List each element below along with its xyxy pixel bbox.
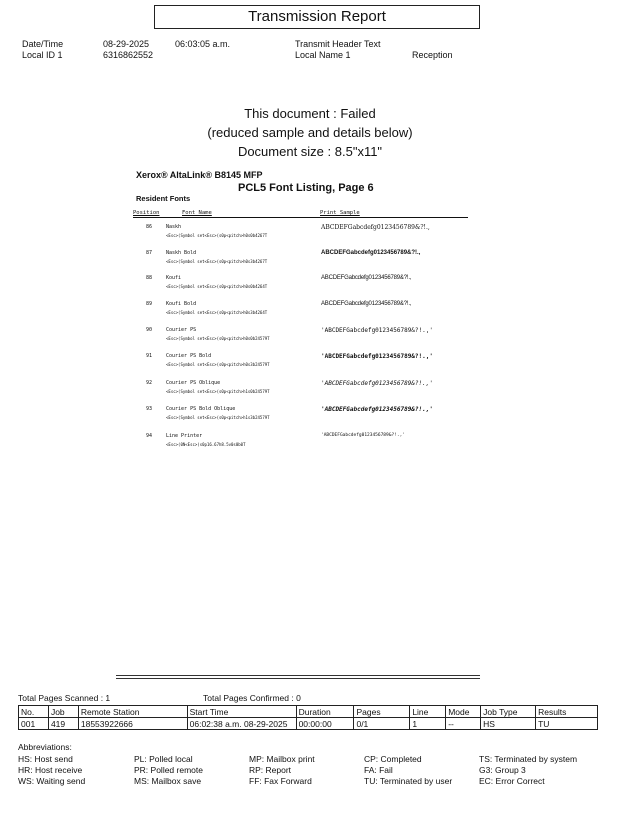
document-size: Document size : 8.5"x11": [237, 144, 383, 159]
abbr-rp: RP: Report: [249, 765, 292, 775]
time-value: 06:03:05 a.m.: [175, 39, 231, 49]
col-header-pages: Pages: [354, 706, 410, 718]
font-position: 86: [146, 224, 153, 230]
font-command: <Esc>(Symbol set<Esc>(s0p<pitch>h0s3b4264T: [166, 310, 268, 315]
font-command: <Esc>(Symbol set<Esc>(s0p<pitch>h1s0b24579T: [166, 389, 270, 394]
font-name: Koufi: [166, 275, 182, 281]
abbr-pl: PL: Polled local: [134, 754, 193, 764]
report-title: Transmission Report: [154, 5, 480, 29]
font-name: Courier PS Oblique: [166, 380, 221, 386]
cell-mode: --: [446, 718, 481, 730]
cell-start-time: 06:02:38 a.m. 08-29-2025: [187, 718, 296, 730]
font-listing-title: PCL5 Font Listing, Page 6: [238, 182, 374, 194]
abbr-hs: HS: Host send: [18, 754, 73, 764]
total-pages-confirmed: Total Pages Confirmed : 0: [203, 693, 301, 703]
cell-results: TU: [536, 718, 598, 730]
font-row: [146, 224, 476, 248]
abbr-ws: WS: Waiting send: [18, 776, 86, 786]
local-id-label: Local ID 1: [22, 50, 63, 60]
font-command: <Esc>(Symbol set<Esc>(s0p<pitch>h1s3b24579T: [166, 415, 270, 420]
abbr-ms: MS: Mailbox save: [134, 776, 202, 786]
abbr-ec: EC: Error Correct: [479, 776, 545, 786]
font-name: Courier PS Bold: [166, 353, 212, 359]
total-pages-scanned: Total Pages Scanned : 1: [18, 693, 111, 703]
local-name-label: Local Name 1: [295, 50, 351, 60]
status-details-note: (reduced sample and details below): [207, 125, 413, 140]
abbr-tu: TU: Terminated by user: [364, 776, 453, 786]
font-row: [146, 250, 476, 274]
cell-job: 419: [48, 718, 78, 730]
font-command: <Esc>(Symbol set<Esc>(s0p<pitch>h0s0b4264T: [166, 284, 268, 289]
font-command: <Esc>(Symbol set<Esc>(s0p<pitch>h0s0b24579T: [166, 336, 270, 341]
abbr-hr: HR: Host receive: [18, 765, 83, 775]
date-time-label: Date/Time: [22, 39, 64, 49]
col-print-sample-header: Print Sample: [320, 210, 360, 216]
font-position: 89: [146, 301, 153, 307]
section-separator: [116, 675, 480, 679]
font-sample: 'ABCDEFGabcdefg0123456789&?!.,': [321, 353, 433, 360]
abbr-ts: TS: Terminated by system: [479, 754, 578, 764]
font-position: 93: [146, 406, 153, 412]
cell-duration: 00:00:00: [296, 718, 354, 730]
col-header-duration: Duration: [296, 706, 354, 718]
printer-model: Xerox® AltaLink® B8145 MFP: [136, 170, 263, 180]
table-header-row: [19, 706, 598, 718]
font-sample: 'ABCDEFGabcdefg0123456789&?!.,': [321, 380, 433, 387]
font-position: 88: [146, 275, 153, 281]
font-sample: 'ABCDEFGabcdefg0123456789&?!.,': [321, 406, 433, 413]
font-name: Line Printer: [166, 433, 203, 439]
col-header-mode: Mode: [446, 706, 481, 718]
font-row: [146, 433, 476, 457]
font-row: [146, 380, 476, 404]
font-name: Courier PS: [166, 327, 197, 333]
font-row: [146, 327, 476, 351]
abbr-ff: FF: Fax Forward: [249, 776, 312, 786]
local-id-value: 6316862552: [103, 50, 154, 60]
cell-pages: 0/1: [354, 718, 410, 730]
transmission-table: [18, 705, 598, 730]
font-position: 90: [146, 327, 153, 333]
font-command: <Esc>(0N<Esc>(s0p16.67h8.5v0s0b0T: [166, 442, 246, 447]
abbreviations-label: Abbreviations:: [18, 742, 72, 752]
font-sample: ABCDEFGabcdefg0123456789&?!.,: [321, 301, 412, 307]
abbr-fa: FA: Fail: [364, 765, 393, 775]
cell-job-type: HS: [481, 718, 536, 730]
listing-header-rule: [133, 217, 468, 218]
abbr-mp: MP: Mailbox print: [249, 754, 315, 764]
font-position: 94: [146, 433, 153, 439]
document-status: This document : Failed: [244, 106, 376, 121]
abbr-cp: CP: Completed: [364, 754, 422, 764]
font-row: [146, 353, 476, 377]
col-header-job: Job: [48, 706, 78, 718]
font-command: <Esc>(Symbol set<Esc>(s0p<pitch>h0s3b4267T: [166, 259, 268, 264]
font-sample: 'ABCDEFGabcdefg0123456789&?!.,': [321, 433, 405, 438]
date-value: 08-29-2025: [103, 39, 150, 49]
font-position: 92: [146, 380, 153, 386]
abbr-g3: G3: Group 3: [479, 765, 526, 775]
font-sample: 'ABCDEFGabcdefg0123456789&?!.,': [321, 327, 433, 334]
font-row: [146, 275, 476, 299]
font-command: <Esc>(Symbol set<Esc>(s0p<pitch>h0s0b4267T: [166, 233, 268, 238]
abbr-pr: PR: Polled remote: [134, 765, 203, 775]
font-row: [146, 301, 476, 325]
col-header-job-type: Job Type: [481, 706, 536, 718]
font-sample: ABCDEFGabcdefg0123456789&?!.,: [321, 275, 412, 281]
font-command: <Esc>(Symbol set<Esc>(s0p<pitch>h0s3b24579T: [166, 362, 270, 367]
col-position-header: Position: [133, 210, 160, 216]
font-position: 91: [146, 353, 153, 359]
cell-no: 001: [19, 718, 49, 730]
resident-fonts-heading: Resident Fonts: [136, 194, 191, 203]
col-header-start-time: Start Time: [187, 706, 296, 718]
transmit-header-label: Transmit Header Text: [295, 39, 381, 49]
col-header-line: Line: [410, 706, 446, 718]
font-name: Naskh: [166, 224, 182, 230]
table-row: [19, 718, 598, 730]
font-position: 87: [146, 250, 153, 256]
local-name-value: Reception: [412, 50, 453, 60]
font-name: Naskh Bold: [166, 250, 197, 256]
font-row: [146, 406, 476, 430]
col-header-results: Results: [536, 706, 598, 718]
font-sample: ABCDEFGabcdefg0123456789&?!.,: [321, 224, 430, 231]
font-name: Courier PS Bold Oblique: [166, 406, 236, 412]
col-font-name-header: Font Name: [182, 210, 212, 216]
font-name: Koufi Bold: [166, 301, 197, 307]
col-header-remote-station: Remote Station: [78, 706, 187, 718]
cell-line: 1: [410, 718, 446, 730]
font-sample: ABCDEFGabcdefg0123456789&?!.,: [321, 250, 421, 256]
cell-remote-station: 18553922666: [78, 718, 187, 730]
col-header-no: No.: [19, 706, 49, 718]
